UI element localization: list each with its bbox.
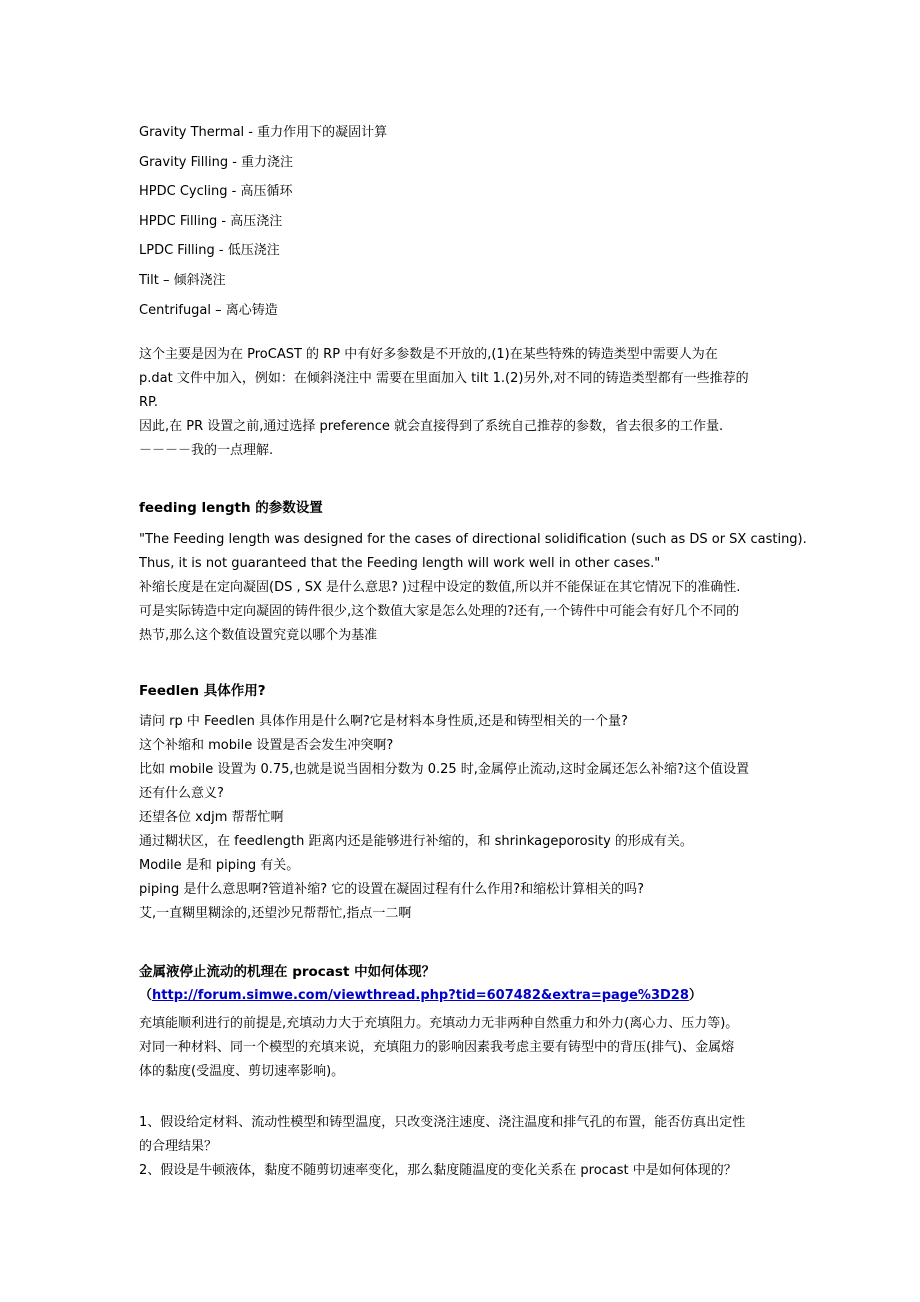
section-heading: Feedlen 具体作用? — [139, 683, 266, 699]
casting-mode-list — [139, 118, 387, 325]
question-line: 1、假设给定材料、流动性模型和铸型温度，只改变浇注速度、浇注温度和排气孔的布置，能否仿真出定性 — [139, 1115, 746, 1130]
mode-name: HPDC Cycling - — [139, 184, 241, 200]
text-line: 还有什么意义? — [139, 786, 224, 801]
text-line: －－－－我的一点理解. — [139, 443, 274, 458]
mode-desc: 倾斜浇注 — [173, 272, 226, 288]
paren-open: （ — [139, 988, 153, 1003]
text-line: 比如 mobile 设置为 0.75,也就是说当固相分数为 0.25 时,金属停止流动,这时金属还怎么补缩?这个值设置 — [139, 762, 749, 777]
text-line: 对同一种材料、同一个模型的充填来说，充填阻力的影响因素我考虑主要有铸型中的背压(排气)、金属熔 — [139, 1040, 735, 1055]
text-line: 这个主要是因为在 ProCAST 的 RP 中有好多参数是不开放的,(1)在某些特殊的铸造类型中需要人为在 — [139, 347, 718, 362]
mode-item — [139, 118, 387, 148]
mode-name: LPDC Filling - — [139, 243, 228, 259]
mode-item — [139, 296, 387, 326]
mode-item — [139, 236, 387, 266]
text-line: 充填能顺利进行的前提是,充填动力大于充填阻力。充填动力无非两种自然重力和外力(离心力、压力等)。 — [139, 1016, 739, 1031]
mode-desc: 重力浇注 — [241, 154, 294, 170]
text-line: piping 是什么意思啊?管道补缩? 它的设置在凝固过程有什么作用?和缩松计算相关的吗? — [139, 882, 645, 897]
mode-item — [139, 266, 387, 296]
question-line: 2、假设是牛顿液体，黏度不随剪切速率变化，那么黏度随温度的变化关系在 procast 中是如何体现的？ — [139, 1163, 737, 1178]
mode-item — [139, 148, 387, 178]
text-line: RP. — [139, 395, 158, 410]
mode-desc: 高压循环 — [240, 184, 293, 200]
section-heading: 金属液停止流动的机理在 procast 中如何体现？ — [139, 964, 436, 980]
mode-desc: 低压浇注 — [227, 243, 280, 259]
question-line: 的合理结果？ — [139, 1139, 218, 1154]
intro-paragraph — [139, 343, 749, 463]
mode-name: Centrifugal – — [139, 302, 226, 318]
mode-name: Gravity Thermal - — [139, 125, 258, 140]
text-line: 艾,一直糊里糊涂的,还望沙兄帮帮忙,指点一二啊 — [139, 906, 412, 921]
text-line: Modile 是和 piping 有关。 — [139, 858, 300, 873]
section-heading: feeding length 的参数设置 — [139, 500, 323, 516]
text-line: 还望各位 xdjm 帮帮忙啊 — [139, 810, 284, 825]
text-line: 热节,那么这个数值设置究竟以哪个为基准 — [139, 628, 378, 643]
mode-name: Gravity Filling - — [139, 154, 242, 170]
mode-item — [139, 207, 387, 237]
paren-close: ） — [688, 988, 702, 1003]
feedlen-section — [139, 679, 749, 926]
mode-name: Tilt – — [139, 272, 174, 288]
mode-name: HPDC Filling - — [139, 213, 231, 229]
thread-link-line — [139, 984, 745, 1008]
mode-desc: 重力作用下的凝固计算 — [257, 125, 388, 140]
mode-desc: 离心铸造 — [225, 302, 278, 318]
text-line: 通过糊状区，在 feedlength 距离内还是能够进行补缩的，和 shrinkageporosity 的形成有关。 — [139, 834, 693, 849]
text-line: Thus, it is not guaranteed that the Feeding length will work well in other cases." — [139, 556, 661, 571]
text-line: 可是实际铸造中定向凝固的铸件很少,这个数值大家是怎么处理的?还有,一个铸件中可能会有好几个不同的 — [139, 604, 740, 619]
text-line: 因此,在 PR 设置之前,通过选择 preference 就会直接得到了系统自己推荐的参数，省去很多的工作量. — [139, 419, 724, 434]
text-line: 请问 rp 中 Feedlen 具体作用是什么啊?它是材料本身性质,还是和铸型相关的一个量? — [139, 714, 628, 729]
thread-link[interactable]: http://forum.simwe.com/viewthread.php?tid=607482&extra=page%3D28 — [152, 988, 689, 1003]
mode-desc: 高压浇注 — [230, 213, 283, 229]
mode-item — [139, 177, 387, 207]
text-line: 体的黏度(受温度、剪切速率影响)。 — [139, 1064, 345, 1079]
text-line: 补缩长度是在定向凝固(DS , SX 是什么意思? )过程中设定的数值,所以并不能保证在其它情况下的准确性. — [139, 580, 741, 595]
feeding-length-section — [139, 496, 807, 648]
metal-flow-section — [139, 960, 745, 1183]
text-line: "The Feeding length was designed for the cases of directional solidification (such as DS or SX casting). — [139, 532, 807, 547]
text-line: 这个补缩和 mobile 设置是否会发生冲突啊? — [139, 738, 394, 753]
text-line: p.dat 文件中加入，例如：在倾斜浇注中 需要在里面加入 tilt 1.(2)另外,对不同的铸造类型都有一些推荐的 — [139, 371, 749, 386]
